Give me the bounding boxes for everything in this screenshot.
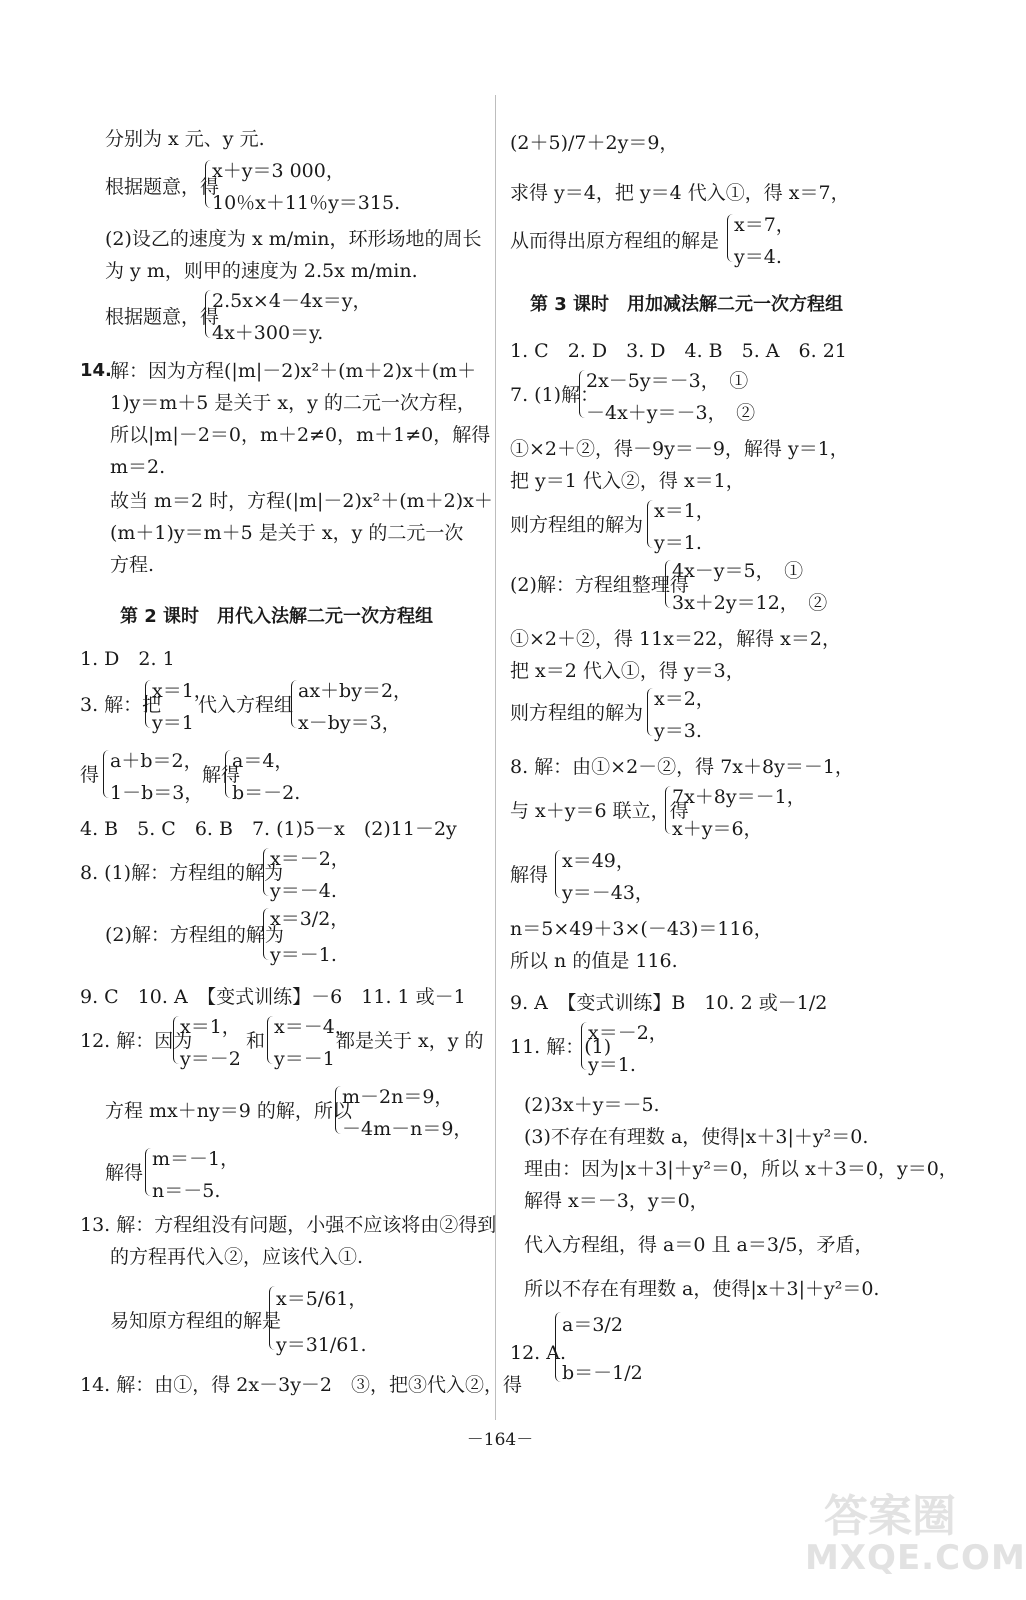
text-line: n＝－5. <box>152 1180 221 1202</box>
text-line: y＝－2 <box>180 1048 241 1070</box>
text-line: (m＋1)y＝m＋5 是关于 x，y 的二元一次 <box>110 522 464 544</box>
text-line: 代入方程组 <box>198 694 294 716</box>
text-line: 1)y＝m＋5 是关于 x，y 的二元一次方程， <box>110 392 476 414</box>
text-line: 方程. <box>110 554 155 576</box>
text-line: 4. B 5. C 6. B 7. (1)5－x (2)11－2y <box>80 818 457 840</box>
text-line: 故当 m＝2 时，方程(|m|－2)x²＋(m＋2)x＋ <box>110 490 493 512</box>
text-line: x＝5/61， <box>276 1288 368 1310</box>
text-line: 与 x＋y＝6 联立，得 <box>510 800 689 822</box>
text-line: －4m－n＝9， <box>342 1118 473 1140</box>
text-line: (2)解：方程组的解为 <box>105 924 284 946</box>
text-line: y＝1. <box>654 532 702 554</box>
text-line: 10％x＋11％y＝315. <box>212 192 401 214</box>
watermark-bottom: MXQE.COM <box>805 1538 1026 1578</box>
text-line: 9. C 10. A 【变式训练】－6 11. 1 或－1 <box>80 986 466 1008</box>
text-line: y＝－1. <box>270 944 337 966</box>
text-line: 14. 解：由①，得 2x－3y－2 ③，把③代入②，得 <box>80 1374 523 1396</box>
text-line: 1－b＝3， <box>110 782 204 804</box>
text-line: m－2n＝9， <box>342 1086 454 1108</box>
brace-symbol <box>555 850 561 898</box>
text-line: x＝－4， <box>274 1016 354 1038</box>
text-line: (2)3x＋y＝－5. <box>524 1094 660 1116</box>
text-line: ①×2＋②，得－9y＝－9，解得 y＝1， <box>510 438 849 460</box>
text-line: 3x＋2y＝12， ② <box>672 592 828 614</box>
text-line: 解得 <box>510 864 549 886</box>
text-line: 12. A. <box>510 1342 567 1364</box>
text-line: 所以|m|－2＝0，m＋2≠0，m＋1≠0，解得 <box>110 424 491 446</box>
text-line: 求得 y＝4，把 y＝4 代入①，得 x＝7， <box>510 182 850 204</box>
brace-symbol <box>335 1086 341 1134</box>
text-line: m＝－1， <box>152 1148 240 1170</box>
brace-symbol <box>263 908 269 960</box>
text-line: 1. C 2. D 3. D 4. B 5. A 6. 21 <box>510 340 847 362</box>
brace-symbol <box>269 1286 275 1350</box>
text-line: －4x＋y＝－3， ② <box>586 402 756 424</box>
text-line: 1. D 2. 1 <box>80 648 175 670</box>
brace-symbol <box>205 290 211 338</box>
brace-symbol <box>173 1016 179 1064</box>
brace-symbol <box>145 680 151 728</box>
text-line: x＝1， <box>654 500 715 522</box>
text-line: a＝3/2 <box>562 1314 623 1336</box>
text-line: a＋b＝2， <box>110 750 203 772</box>
section-heading: 第 3 课时 用加减法解二元一次方程组 <box>530 294 844 315</box>
brace-symbol <box>555 1312 561 1382</box>
text-line: 为 y m，则甲的速度为 2.5x m/min. <box>105 260 418 282</box>
text-line: m＝2. <box>110 456 166 478</box>
text-line: 所以 n 的值是 116. <box>510 950 678 972</box>
text-line: y＝3. <box>654 720 702 742</box>
text-line: 根据题意，得 <box>105 176 220 198</box>
text-line: y＝－43， <box>562 882 654 904</box>
brace-symbol <box>291 680 297 728</box>
text-line: (2)设乙的速度为 x m/min，环形场地的周长 <box>105 228 482 250</box>
text-line: 方程 mx＋ny＝9 的解，所以 <box>105 1100 352 1122</box>
text-line: (2)解：方程组整理得 <box>510 574 689 596</box>
text-line: 4x＋300＝y. <box>212 322 324 344</box>
text-line: 3. 解：把 <box>80 694 162 716</box>
text-line: x＝49， <box>562 850 635 872</box>
text-line: 13. 解：方程组没有问题，小强不应该将由②得到 <box>80 1214 497 1236</box>
text-line: 14. <box>80 360 112 381</box>
text-line: x－by＝3， <box>298 712 401 734</box>
brace-symbol <box>581 1022 587 1070</box>
text-line: 都是关于 x，y 的 <box>336 1030 484 1052</box>
text-line: 得 <box>80 764 100 786</box>
text-line: 所以不存在有理数 a，使得|x＋3|＋y²＝0. <box>524 1278 880 1300</box>
text-line: y＝1 <box>152 712 194 734</box>
brace-symbol <box>727 214 733 262</box>
text-line: y＝31/61. <box>276 1334 367 1356</box>
text-line: (3)不存在有理数 a，使得|x＋3|＋y²＝0. <box>524 1126 869 1148</box>
text-line: 从而得出原方程组的解是 <box>510 230 720 252</box>
text-line: 代入方程组，得 a＝0 且 a＝3/5，矛盾， <box>524 1234 874 1256</box>
text-line: 则方程组的解为 <box>510 514 644 536</box>
brace-symbol <box>665 560 671 608</box>
text-line: y＝－4. <box>270 880 337 902</box>
text-line: y＝1. <box>588 1054 636 1076</box>
brace-symbol <box>145 1148 151 1196</box>
text-line: 把 y＝1 代入②，得 x＝1， <box>510 470 745 492</box>
text-line: y＝4. <box>734 246 782 268</box>
brace-symbol <box>225 750 231 798</box>
text-line: ①×2＋②，得 11x＝22，解得 x＝2， <box>510 628 841 650</box>
text-line: 4x－y＝5， ① <box>672 560 804 582</box>
text-line: x＋y＝6， <box>672 818 763 840</box>
text-line: 7. (1)解： <box>510 384 600 406</box>
brace-symbol <box>263 848 269 896</box>
brace-symbol <box>267 1016 273 1064</box>
text-line: 8. 解：由①×2－②，得 7x＋8y＝－1， <box>510 756 854 778</box>
text-line: 2x－5y＝－3， ① <box>586 370 749 392</box>
text-line: 解得 <box>105 1162 144 1184</box>
brace-symbol <box>647 500 653 548</box>
text-line: x＝7， <box>734 214 795 236</box>
text-line: x＝3/2， <box>270 908 350 930</box>
text-line: x＝1， <box>180 1016 241 1038</box>
watermark-logo <box>805 1480 1026 1580</box>
text-line: x＝－2， <box>270 848 350 870</box>
brace-symbol <box>103 750 109 798</box>
text-line: 12. 解：因为 <box>80 1030 193 1052</box>
text-line: x＋y＝3 000， <box>212 160 345 182</box>
text-line: x＝2， <box>654 688 715 710</box>
text-line: 分别为 x 元、y 元. <box>105 128 265 150</box>
text-line: 解：因为方程(|m|－2)x²＋(m＋2)x＋(m＋ <box>110 360 477 382</box>
brace-symbol <box>579 370 585 418</box>
text-line: n＝5×49＋3×(－43)＝116， <box>510 918 773 940</box>
text-line: 易知原方程组的解是 <box>110 1310 282 1332</box>
brace-symbol <box>665 786 671 834</box>
page-number: －164－ <box>466 1430 534 1450</box>
text-line: 和 <box>246 1030 266 1052</box>
text-line: 7x＋8y＝－1， <box>672 786 806 808</box>
text-line: 2.5x×4－4x＝y， <box>212 290 372 312</box>
text-line: 的方程再代入②，应该代入①. <box>110 1246 364 1268</box>
text-line: b＝－2. <box>232 782 301 804</box>
text-line: 根据题意，得 <box>105 306 220 328</box>
text-line: 理由：因为|x＋3|＋y²＝0，所以 x＋3＝0，y＝0， <box>524 1158 958 1180</box>
text-line: x＝－2， <box>588 1022 668 1044</box>
text-line: 则方程组的解为 <box>510 702 644 724</box>
text-line: 把 x＝2 代入①，得 y＝3， <box>510 660 745 682</box>
text-line: (2＋5)/7＋2y＝9， <box>510 132 679 154</box>
text-line: x＝1， <box>152 680 213 702</box>
text-line: 9. A 【变式训练】B 10. 2 或－1/2 <box>510 992 828 1014</box>
text-line: y＝－1 <box>274 1048 335 1070</box>
text-line: 解得 <box>202 764 241 786</box>
text-line: 解得 x＝－3，y＝0， <box>524 1190 709 1212</box>
text-line: b＝－1/2 <box>562 1362 643 1384</box>
text-line: ax＋by＝2， <box>298 680 413 702</box>
watermark-top: 答案圈 <box>824 1491 956 1542</box>
brace-symbol <box>647 688 653 736</box>
brace-symbol <box>205 160 211 208</box>
text-line: 8. (1)解：方程组的解为 <box>80 862 284 884</box>
text-line: 11. 解：(1) <box>510 1036 612 1058</box>
section-heading: 第 2 课时 用代入法解二元一次方程组 <box>120 606 434 627</box>
text-line: a＝4， <box>232 750 294 772</box>
